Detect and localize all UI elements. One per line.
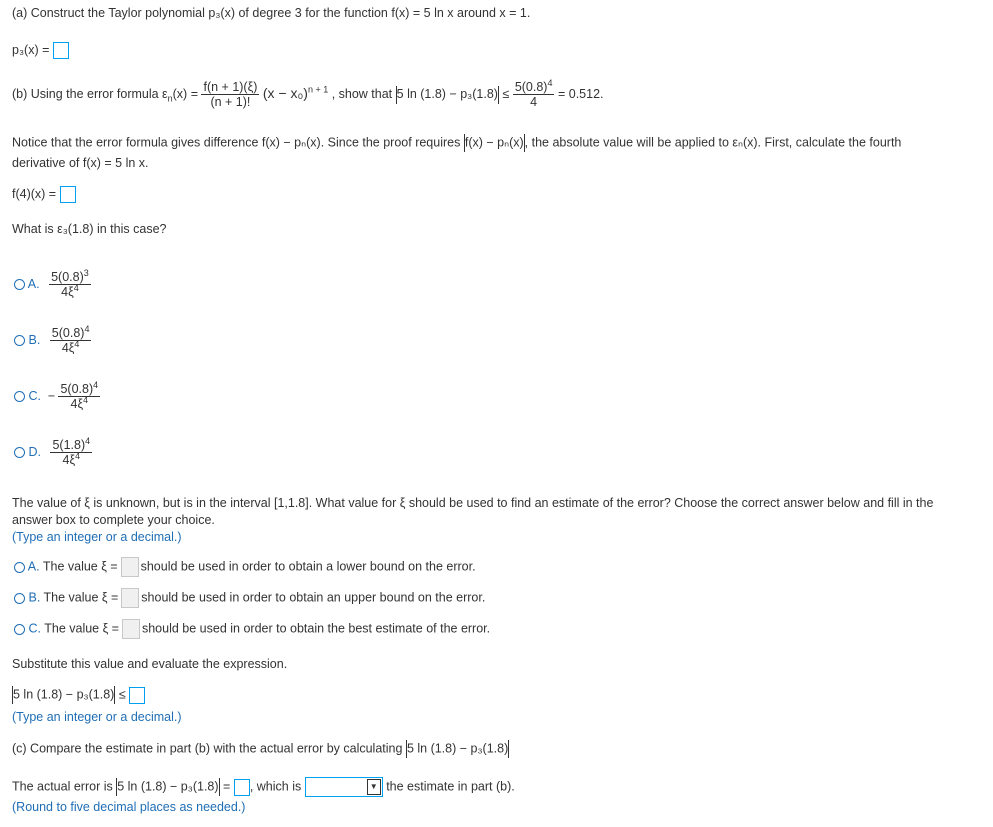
radio-button-icon[interactable] <box>14 279 25 290</box>
p3-answer-input[interactable] <box>53 42 69 59</box>
which-is-text: , which is <box>249 779 302 794</box>
eval-answer-input[interactable] <box>129 687 145 704</box>
actual-error-label: The actual error is <box>12 779 113 794</box>
notice-abs-expr: f(x) − pₙ(x) <box>464 135 524 150</box>
option-letter: C. <box>28 621 41 636</box>
type-hint-2: (Type an integer or a decimal.) <box>12 710 182 724</box>
xi-value-input[interactable] <box>122 619 140 639</box>
option-letter: A. <box>27 559 40 574</box>
option-fraction: $\frac{5(0.8)^3}{4\xi^4}$ <box>51 267 89 299</box>
error-formula-prefix: (b) Using the error formula $\varepsilon_n(x)$ = <box>12 86 198 104</box>
actual-abs-expr: 5 ln (1.8) − p₃(1.8) <box>117 779 219 794</box>
option-fraction: $\frac{5(0.8)^4}{4\xi^4}$ <box>51 323 90 355</box>
show-abs-expr: 5 ln (1.8) − p₃(1.8) <box>396 86 498 101</box>
part-c-prompt: (c) Compare the estimate in part (b) with the actual error by calculating 5 ln (1.8) − p₃(1.8) <box>12 740 509 758</box>
option-letter: B. <box>28 332 41 347</box>
notice-line-1: Notice that the error formula gives difference f(x) − pₙ(x). Since the proof requires f(x) − pₙ(x), the absolute value will be applied to εₙ(x). First, calculate the fourth <box>12 134 901 152</box>
show-that-text: , show that <box>331 86 393 101</box>
radio-button-icon[interactable] <box>14 562 25 573</box>
eval-abs-expr: 5 ln (1.8) − p₃(1.8) <box>13 687 115 702</box>
e3-option-b[interactable] <box>14 323 91 355</box>
type-hint: (Type an integer or a decimal.) <box>12 530 182 544</box>
p3-label: p₃(x) = <box>12 42 50 57</box>
notice-line-2: derivative of f(x) = 5 ln x. <box>12 156 149 170</box>
part-c-tail: the estimate in part (b). <box>386 779 515 794</box>
error-formula-exponent: n + 1 <box>307 84 329 95</box>
xi-option-pre: The value ξ = <box>43 590 119 605</box>
part-a-prompt: (a) Construct the Taylor polynomial p₃(x) of degree 3 for the function f(x) = 5 ln x around x = 1. <box>12 6 531 20</box>
radio-button-icon[interactable] <box>14 624 25 635</box>
option-letter: C. <box>28 388 41 403</box>
option-fraction: $\frac{5(0.8)^4}{4\xi^4}$ <box>60 379 99 411</box>
eval-row <box>12 686 145 704</box>
dropdown-arrow-icon[interactable]: ▼ <box>367 779 381 795</box>
radio-button-icon[interactable] <box>14 335 25 346</box>
f4-row <box>12 186 76 203</box>
xi-question-line-2: answer box to complete your choice. <box>12 513 215 527</box>
actual-error-row <box>12 777 515 797</box>
xi-value-input[interactable] <box>121 557 139 577</box>
actual-eq: = <box>223 779 231 794</box>
error-formula-tail: (x − x₀) <box>262 84 308 101</box>
xi-question-line-1: The value of ξ is unknown, but is in the interval [1,1.8]. What value for ξ should be used to find an estimate of the error? Choose the correct answer below and fill in the <box>12 496 934 510</box>
xi-value-input[interactable] <box>121 588 139 608</box>
substitute-text: Substitute this value and evaluate the expression. <box>12 657 288 671</box>
option-letter: D. <box>28 444 41 459</box>
xi-option-pre: The value ξ = <box>44 621 119 636</box>
xi-option-a[interactable] <box>14 557 476 577</box>
option-sign: − <box>47 388 56 403</box>
f4-label: f(4)(x) = <box>12 186 57 201</box>
round-hint: (Round to five decimal places as needed.) <box>12 800 246 814</box>
e3-option-c[interactable] <box>14 379 100 411</box>
part-c-abs-expr: 5 ln (1.8) − p₃(1.8) <box>406 741 509 756</box>
xi-option-b[interactable] <box>14 588 485 608</box>
radio-button-icon[interactable] <box>14 593 25 604</box>
eval-leq: ≤ <box>118 687 126 702</box>
e3-option-a[interactable] <box>14 267 91 299</box>
radio-button-icon[interactable] <box>14 447 25 458</box>
bound-fraction: $\frac{5(0.8)^4}{4}$ <box>514 77 553 109</box>
option-fraction: $\frac{5(1.8)^4}{4\xi^4}$ <box>52 435 91 467</box>
xi-option-pre: The value ξ = <box>42 559 118 574</box>
leq-symbol: ≤ <box>502 86 510 101</box>
xi-option-post: should be used in order to obtain an upper bound on the error. <box>141 590 486 605</box>
xi-option-post: should be used in order to obtain the best estimate of the error. <box>141 621 491 636</box>
xi-option-post: should be used in order to obtain a lower bound on the error. <box>140 559 476 574</box>
f4-answer-input[interactable] <box>60 186 76 203</box>
radio-button-icon[interactable] <box>14 391 25 402</box>
bound-result: = 0.512. <box>557 86 604 101</box>
e3-question: What is ε₃(1.8) in this case? <box>12 222 167 236</box>
option-letter: A. <box>27 276 40 291</box>
option-letter: B. <box>28 590 41 605</box>
error-formula-fraction: $\frac{f(n + 1)(\xi)}{(n + 1)!}$ <box>203 80 258 109</box>
p3-row <box>12 42 69 59</box>
xi-option-c[interactable] <box>14 619 490 639</box>
actual-error-input[interactable] <box>234 779 250 796</box>
error-formula-line <box>12 77 604 109</box>
e3-option-d[interactable] <box>14 435 92 467</box>
comparison-select[interactable] <box>305 777 383 797</box>
